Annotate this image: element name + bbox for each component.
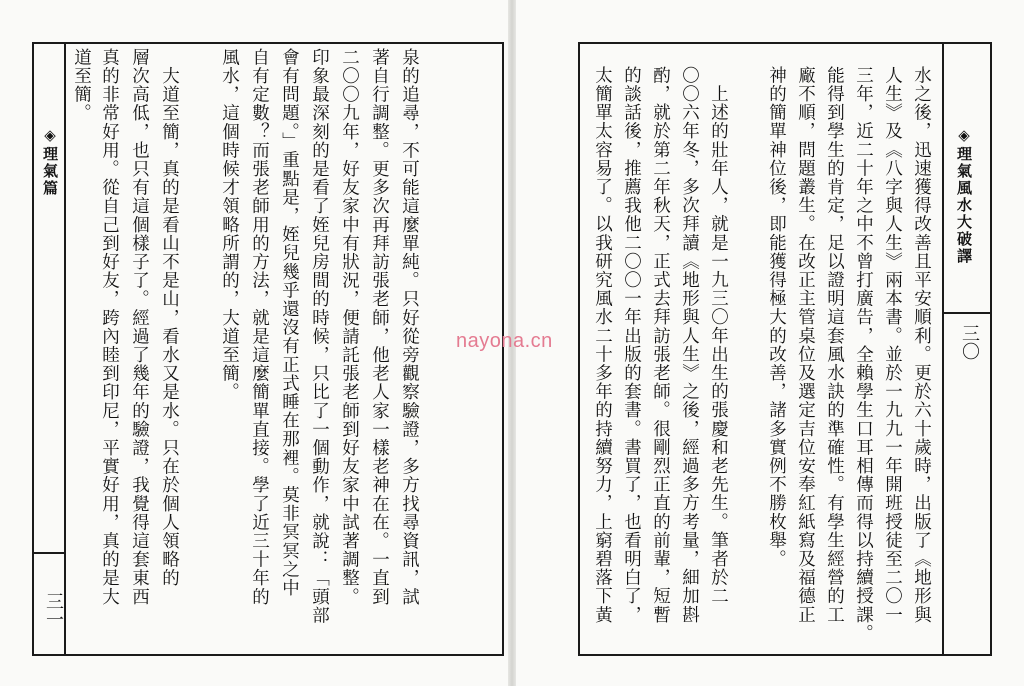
left-page bbox=[0, 0, 508, 686]
text-column: 〇〇六年冬，多次拜讀《地形與人生》之後，經過多方考量，細加斟 bbox=[679, 66, 700, 624]
text-column: 神的簡單神位後，即能獲得極大的改善，諸多實例不勝枚舉。 bbox=[766, 66, 787, 569]
right-page bbox=[516, 0, 1024, 686]
watermark-text: nayona.cn bbox=[456, 330, 553, 352]
text-column: 水之後，迅速獲得改善且平安順利。更於六十歲時，出版了《地形與 bbox=[911, 66, 932, 624]
text-column: 廠不順，問題叢生。在改正主管桌位及選定吉位安奉紅紙寫及福德正 bbox=[795, 66, 816, 624]
text-column: 太簡單太容易了。以我研究風水二十多年的持續努力，上窮碧落下黃 bbox=[592, 66, 613, 624]
right-page-number-rule bbox=[942, 312, 992, 314]
text-column: 印象最深刻的是看了姪兒房間的時候，只比了一個動作，就說：「頭部 bbox=[309, 48, 330, 625]
text-column: 上述的壯年人，就是一九三〇年出生的張慶和老先生。筆者於二 bbox=[708, 66, 729, 606]
right-page-number: 三〇 bbox=[959, 324, 980, 360]
text-column: 二〇〇九年，好友家中有狀況，便請託張老師到好友家中試著調整。 bbox=[339, 48, 360, 606]
text-column: 層次高低，也只有這個樣子了。經過了幾年的驗證，我覺得這套東西 bbox=[129, 48, 150, 606]
left-running-head: ◈理氣篇 bbox=[41, 126, 59, 197]
left-page-number-rule bbox=[32, 552, 66, 554]
text-column: 會有問題。」重點是，姪兒幾乎還沒有正式睡在那裡。莫非冥冥之中 bbox=[279, 48, 300, 598]
text-column: 酌，就於第二年秋天，正式去拜訪張老師。很剛烈正直的前輩，短暫 bbox=[650, 66, 671, 624]
right-margin-rule bbox=[942, 42, 944, 656]
text-column: 三年，近二十年之中不曾打廣告，全賴學生口耳相傳而得以持續授課。 bbox=[853, 66, 874, 643]
left-margin-rule bbox=[64, 42, 66, 656]
text-column: 著自行調整。更多次再拜訪張老師，他老人家一樣老神在在。一直到 bbox=[369, 48, 390, 606]
text-column: 道至簡。 bbox=[71, 48, 92, 123]
text-column: 自有定數？而張老師用的方法，就是這麼簡單直接。學了近三十年的 bbox=[249, 48, 270, 606]
text-column: 泉的追尋，不可能這麼單純。只好從旁觀察驗證，多方找尋資訊，試 bbox=[399, 48, 420, 606]
text-column: 風水，這個時候才領略所謂的，大道至簡。 bbox=[219, 48, 240, 402]
text-column: 能得到學生的肯定，足以證明這套風水訣的準確性。有學生經營的工 bbox=[824, 66, 845, 624]
text-column: 人生》及《八字與人生》兩本書。並於一九九一年開班授徒至二〇一 bbox=[882, 66, 903, 624]
text-column: 真的非常好用。從自己到好友，跨內睦到印尼，平實好用，真的是大 bbox=[99, 48, 120, 606]
text-column: 的談話後，推薦我他二〇〇一年出版的套書。書買了，也看明白了， bbox=[621, 66, 642, 624]
text-column: 大道至簡，真的是看山不是山，看水又是水。只在於個人領略的 bbox=[159, 48, 180, 588]
right-running-head: ◈理氣風水大破譯 bbox=[955, 126, 973, 265]
left-page-number: 三一 bbox=[43, 592, 64, 628]
